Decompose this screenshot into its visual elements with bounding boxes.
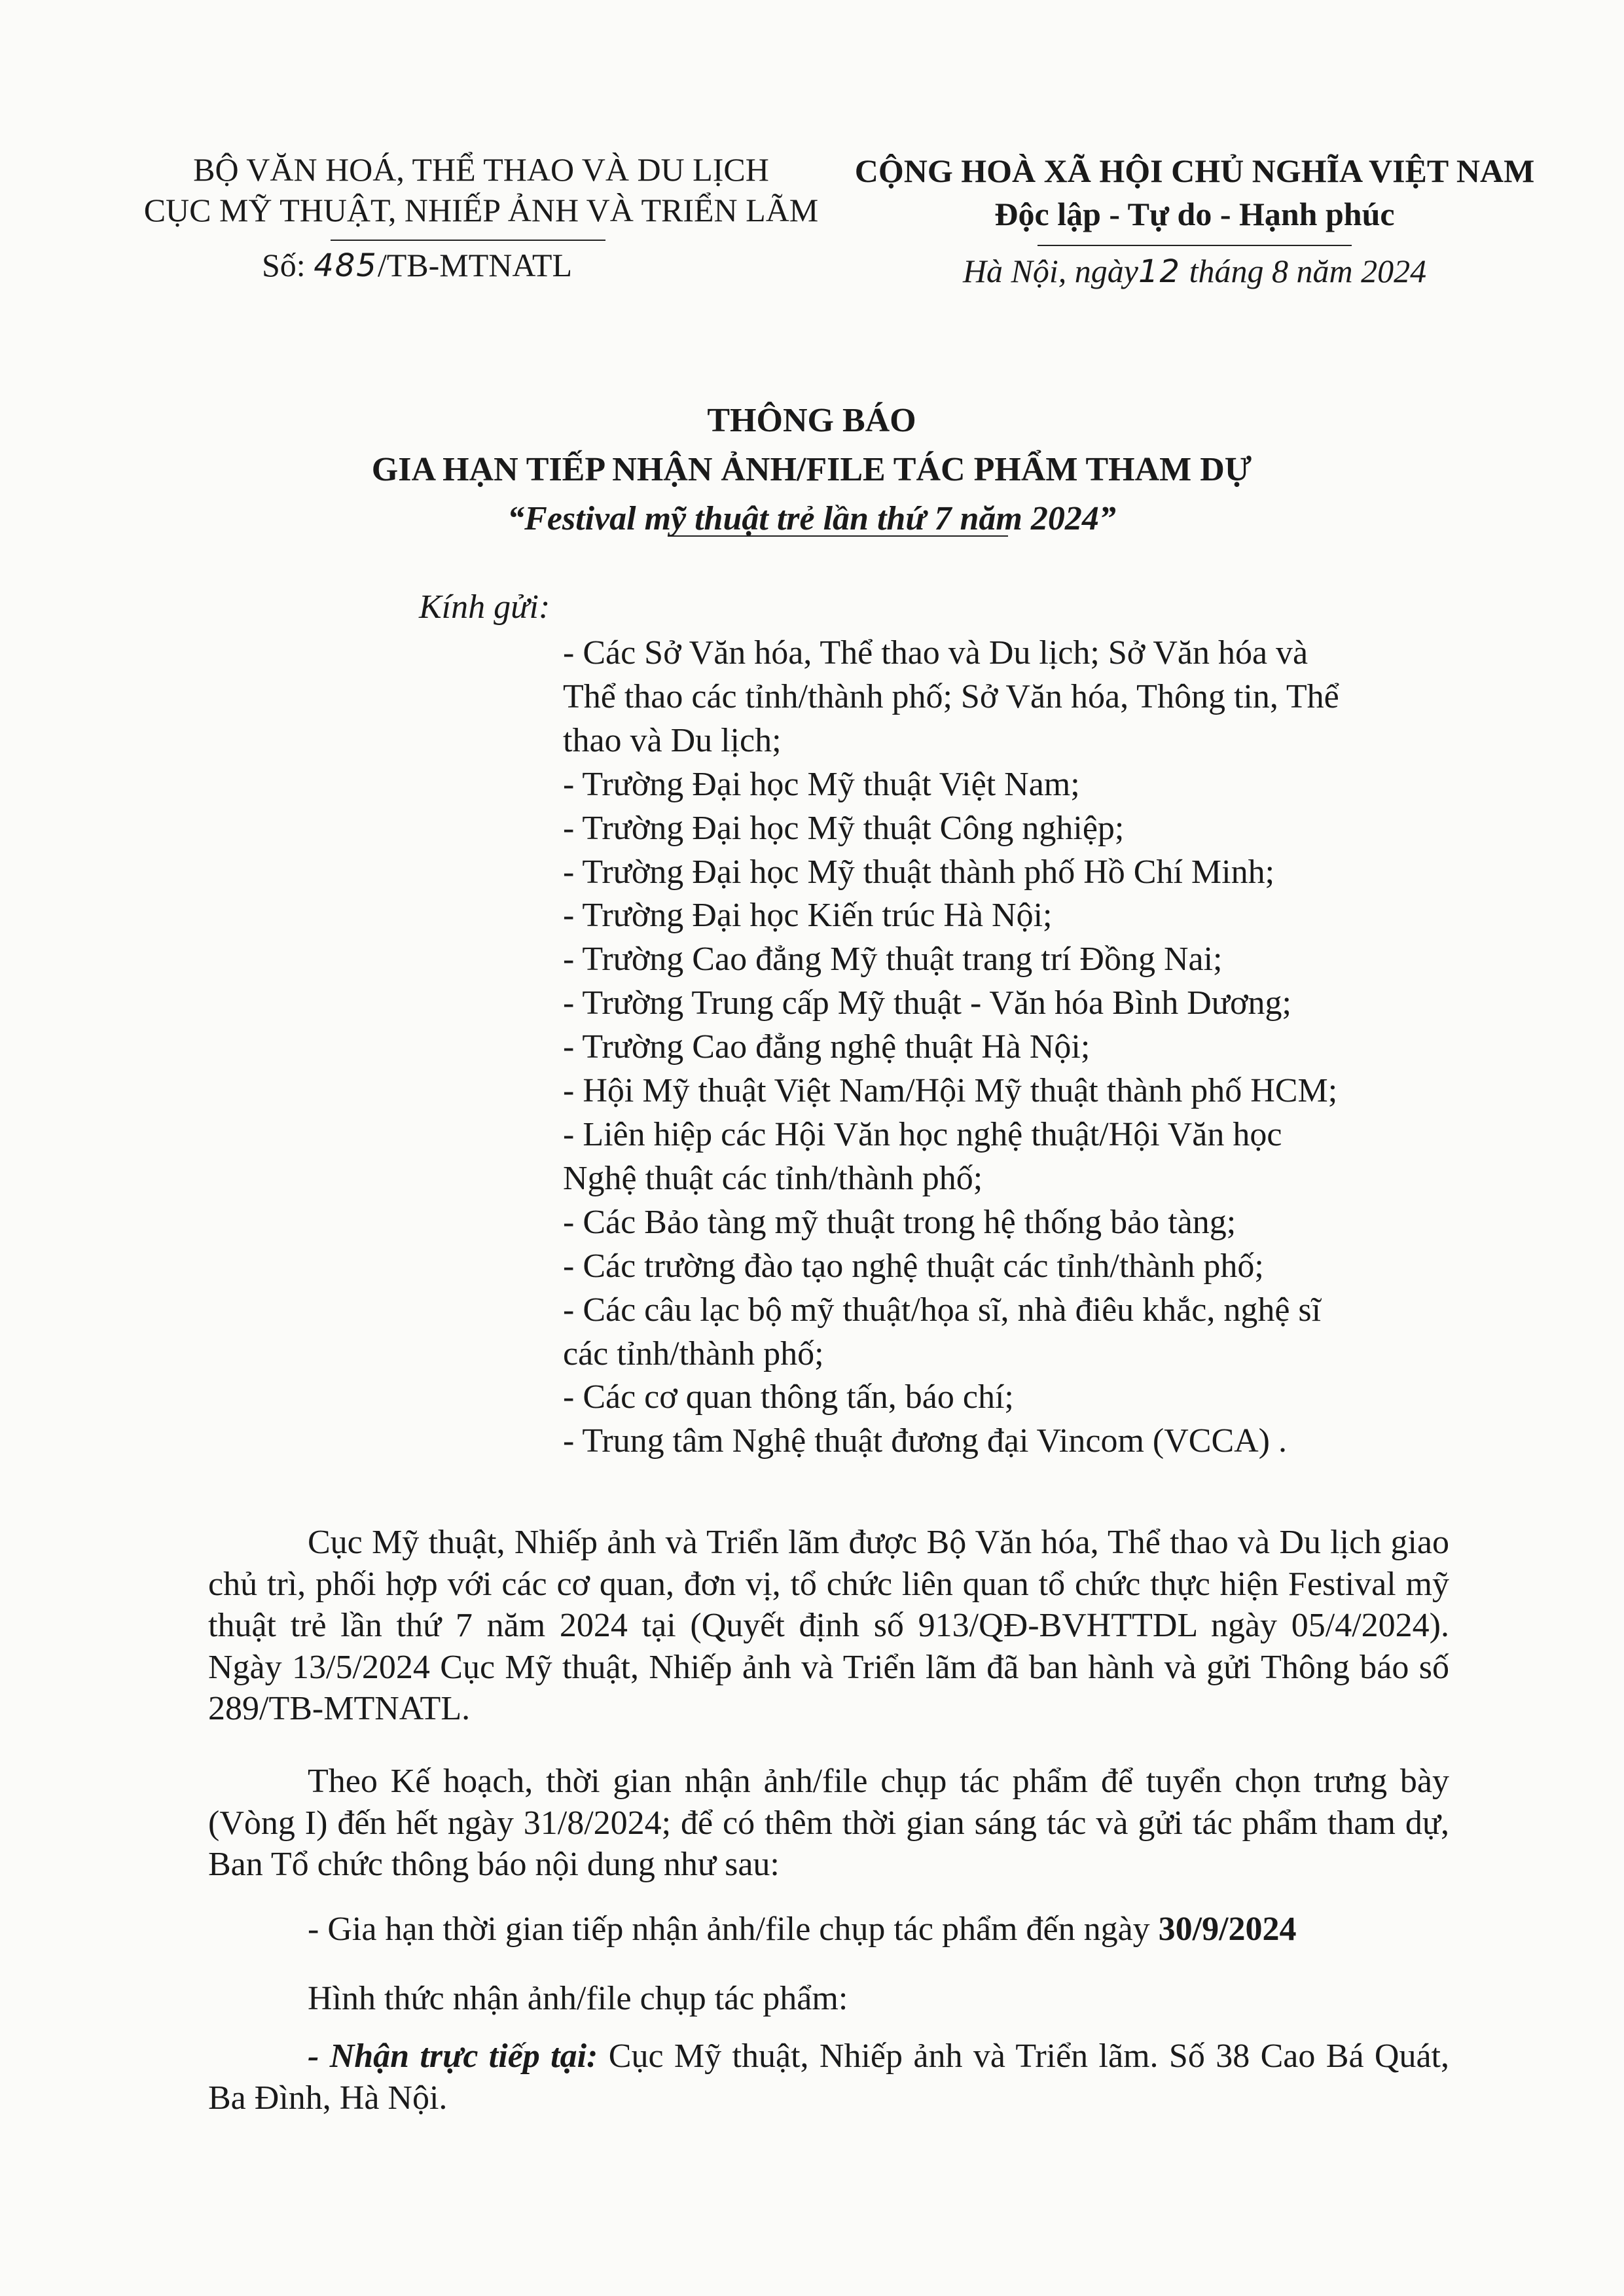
recipient-list xyxy=(563,632,1453,1463)
national-header xyxy=(844,149,1545,236)
recipient-line: - Trường Đại học Mỹ thuật thành phố Hồ Chí Minh; xyxy=(563,853,1275,891)
recipient-line: - Các Bảo tàng mỹ thuật trong hệ thống bảo tàng; xyxy=(563,1203,1236,1241)
date-suffix: tháng 8 năm 2024 xyxy=(1181,253,1427,289)
national-motto: Độc lập - Tự do - Hạnh phúc xyxy=(994,196,1395,232)
issuing-agency-header xyxy=(124,149,838,230)
date-prefix: Hà Nội, ngày xyxy=(962,253,1138,289)
recipient-line: - Các câu lạc bộ mỹ thuật/họa sĩ, nhà điêu khắc, nghệ sĩ xyxy=(563,1291,1322,1329)
direct-submission-address: Cục Mỹ thuật, Nhiếp ảnh và Triển lãm. Số 38 Cao Bá Quát, Ba Đình, Hà Nội. xyxy=(208,2037,1449,2117)
document-number-prefix: Số: xyxy=(262,247,314,283)
recipient-line: - Các Sở Văn hóa, Thể thao và Du lịch; Sở Văn hóa và xyxy=(563,634,1308,672)
extension-text: - Gia hạn thời gian tiếp nhận ảnh/file chụp tác phẩm đến ngày xyxy=(308,1910,1159,1948)
recipient-line: thao và Du lịch; xyxy=(563,721,782,759)
recipient-line: - Trường Cao đẳng Mỹ thuật trang trí Đồng Nai; xyxy=(563,941,1223,978)
title-line-1: THÔNG BÁO xyxy=(707,402,916,439)
recipient-line: Thể thao các tỉnh/thành phố; Sở Văn hóa, Thông tin, Thể xyxy=(563,677,1339,715)
country-name: CỘNG HOÀ XÃ HỘI CHỦ NGHĨA VIỆT NAM xyxy=(854,152,1535,189)
date-day-handwritten: 12 xyxy=(1138,253,1182,290)
recipient-line: - Trường Đại học Mỹ thuật Công nghiệp; xyxy=(563,809,1125,847)
recipient-line: các tỉnh/thành phố; xyxy=(563,1335,824,1372)
recipient-line: Nghệ thuật các tỉnh/thành phố; xyxy=(563,1159,983,1197)
paragraph-plan: Theo Kế hoạch, thời gian nhận ảnh/file chụp tác phẩm để tuyển chọn trưng bày (Vòng I) đến hết ngày 31/8/2024; để có thêm thời gian sáng tác và gửi tác phẩm tham dự, Ban Tổ chức thông báo nội dung như sau: xyxy=(208,1763,1449,1883)
document-number-suffix: /TB-MTNATL xyxy=(377,247,573,283)
recipient-line: - Trường Trung cấp Mỹ thuật - Văn hóa Bình Dương; xyxy=(563,984,1291,1022)
header-left-underline xyxy=(331,240,605,241)
recipient-line: - Trường Đại học Mỹ thuật Việt Nam; xyxy=(563,765,1080,803)
salutation: Kính gửi: xyxy=(419,588,550,626)
document-number xyxy=(262,246,572,284)
paragraph-intro: Cục Mỹ thuật, Nhiếp ảnh và Triển lãm được Bộ Văn hóa, Thể thao và Du lịch giao chủ trì, phối hợp với các cơ quan, đơn vị, tổ chức liên quan tổ chức thực hiện Festival mỹ thuật trẻ lần thứ 7 năm 2024 tại (Quyết định số 913/QĐ-BVHTTDL ngày 05/4/2024). Ngày 13/5/2024 Cục Mỹ thuật, Nhiếp ảnh và Triển lãm đã ban hành và gửi Thông báo số 289/TB-MTNATL. xyxy=(208,1524,1449,1727)
recipient-line: - Trường Đại học Kiến trúc Hà Nội; xyxy=(563,897,1053,935)
document-number-handwritten: 485 xyxy=(314,247,378,284)
recipient-line: - Liên hiệp các Hội Văn học nghệ thuật/Hội Văn học xyxy=(563,1115,1282,1153)
recipient-line: - Các cơ quan thông tấn, báo chí; xyxy=(563,1378,1014,1416)
paragraph-submission-methods: Hình thức nhận ảnh/file chụp tác phẩm: xyxy=(308,1980,848,2017)
document-title xyxy=(196,396,1427,543)
recipient-line: - Hội Mỹ thuật Việt Nam/Hội Mỹ thuật thành phố HCM; xyxy=(563,1072,1338,1110)
ministry-name: BỘ VĂN HOÁ, THỂ THAO VÀ DU LỊCH xyxy=(193,151,769,188)
department-name: CỤC MỸ THUẬT, NHIẾP ẢNH VÀ TRIỂN LÃM xyxy=(143,192,819,228)
paragraph-extension xyxy=(208,1909,1449,1950)
recipient-line: - Trường Cao đẳng nghệ thuật Hà Nội; xyxy=(563,1028,1091,1066)
document-date xyxy=(844,252,1545,290)
title-underline xyxy=(668,535,1008,537)
recipient-line: - Trung tâm Nghệ thuật đương đại Vincom (VCCA) . xyxy=(563,1422,1287,1460)
paragraph-direct-submission xyxy=(208,2036,1449,2119)
direct-submission-label: - Nhận trực tiếp tại: xyxy=(308,2037,598,2075)
recipient-line: - Các trường đào tạo nghệ thuật các tỉnh/thành phố; xyxy=(563,1247,1264,1285)
motto-underline xyxy=(1038,245,1352,246)
title-line-3: “Festival mỹ thuật trẻ lần thứ 7 năm 2024” xyxy=(507,500,1116,537)
extension-deadline: 30/9/2024 xyxy=(1158,1910,1297,1948)
title-line-2: GIA HẠN TIẾP NHẬN ẢNH/FILE TÁC PHẨM THAM DỰ xyxy=(371,451,1252,488)
